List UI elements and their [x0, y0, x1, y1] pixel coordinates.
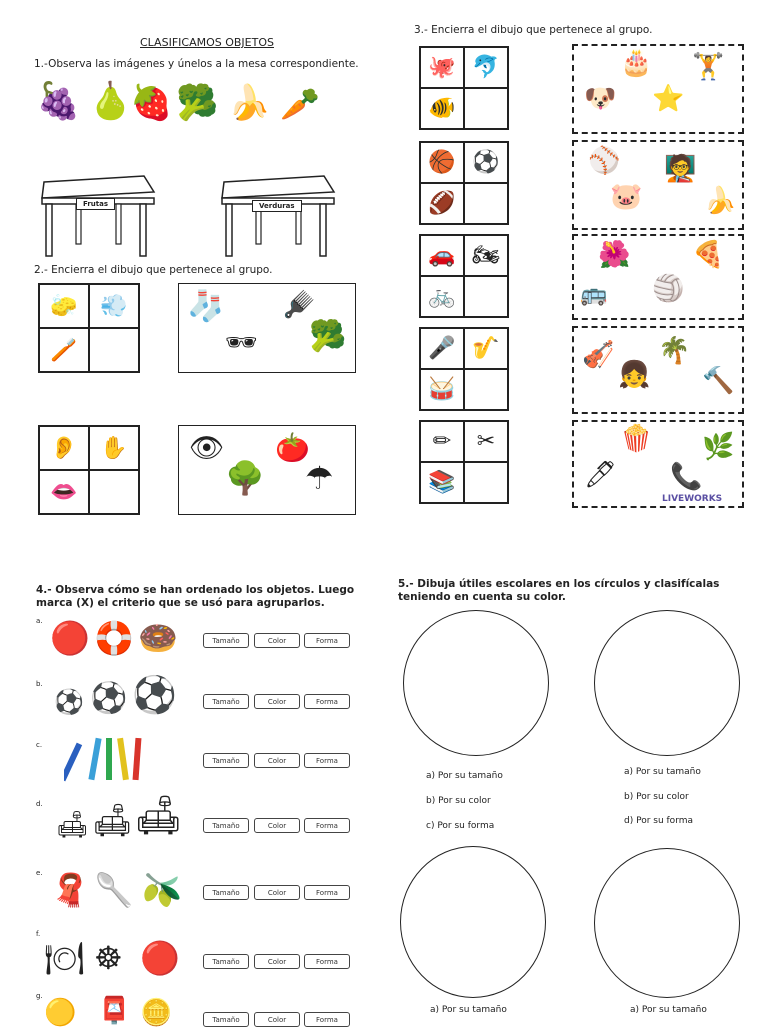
option-shape-e[interactable]: Forma: [304, 885, 350, 900]
option-color-a[interactable]: Color: [254, 633, 300, 648]
option-shape-b[interactable]: Forma: [304, 694, 350, 709]
option-size-e[interactable]: Tamaño: [203, 885, 249, 900]
pear-icon: 🍐: [88, 81, 133, 122]
banana-icon[interactable]: 🍌: [704, 186, 737, 216]
instruction-5-line1: 5.- Dibuja útiles escolares en los círculos y clasifícalas: [398, 578, 720, 590]
scissors-icon: ✂: [464, 421, 508, 462]
socks-icon[interactable]: 🧦: [187, 289, 225, 324]
option-shape-d[interactable]: Forma: [304, 818, 350, 833]
baseball-icon[interactable]: ⚾: [588, 146, 621, 176]
table-label-vegetables: Verduras: [252, 200, 302, 212]
books-icon: 📚: [420, 462, 464, 503]
instruction-1: 1.-Observa las imágenes y únelos a la mesa correspondiente.: [34, 58, 359, 70]
option-shape-f[interactable]: Forma: [304, 954, 350, 969]
comb-icon[interactable]: 🪮: [283, 290, 316, 320]
drawing-circle-top-right[interactable]: [594, 610, 740, 756]
group-grid-sea: [419, 46, 509, 130]
life-ring-icon: 🛟: [94, 619, 134, 657]
blender-icon: 🥄: [94, 871, 134, 909]
lamp-medium-icon: 🛋: [92, 801, 133, 839]
options-box-senses: [178, 425, 356, 515]
liveworksheets-logo: LIVEWORKS: [662, 494, 723, 504]
option-color-c[interactable]: Color: [254, 753, 300, 768]
school-bus-icon[interactable]: 🚌: [580, 282, 608, 307]
toothbrush-icon: 🪥: [39, 328, 89, 372]
pen-icon[interactable]: 🖊: [584, 460, 618, 490]
options-box-hygiene: [178, 283, 356, 373]
red-ball-icon: 🔴: [140, 939, 180, 977]
glasses-icon[interactable]: 🕶: [225, 328, 259, 358]
drum-icon: 🥁: [420, 369, 464, 410]
option-right-shape[interactable]: d) Por su forma: [624, 816, 694, 826]
empty-cell: [464, 462, 508, 503]
empty-cell: [89, 470, 139, 514]
palm-tree-icon[interactable]: 🌴: [658, 336, 691, 366]
row-label-g: g.: [36, 992, 43, 1000]
ear-icon: 👂: [39, 426, 89, 470]
table-vegetables: [216, 168, 336, 260]
beach-ball-small-icon: ⚽: [54, 688, 84, 716]
hand-icon: ✋: [89, 426, 139, 470]
telephone-icon[interactable]: 📞: [670, 462, 703, 492]
group-grid-hygiene: [38, 283, 140, 373]
options-box-school: [572, 420, 744, 508]
option-color-f[interactable]: Color: [254, 954, 300, 969]
drawing-circle-bottom-right[interactable]: [594, 848, 740, 998]
sponge-icon: 🧽: [39, 284, 89, 328]
options-box-balls: [572, 140, 744, 230]
option-size-d[interactable]: Tamaño: [203, 818, 249, 833]
empty-cell: [464, 276, 508, 317]
option-color-b[interactable]: Color: [254, 694, 300, 709]
donut-icon: 🍩: [138, 619, 178, 657]
car-icon: 🚗: [420, 235, 464, 276]
basketball-icon: 🏀: [420, 142, 464, 183]
worksheet-title: CLASIFICAMOS OBJETOS: [140, 36, 274, 49]
options-box-sea: [572, 44, 744, 134]
instruction-3: 3.- Encierra el dibujo que pertenece al grupo.: [414, 24, 653, 36]
option-color-e[interactable]: Color: [254, 885, 300, 900]
beach-ball-large-icon: ⚽: [132, 675, 177, 716]
dolphin-icon: 🐬: [464, 47, 508, 88]
empty-cell: [464, 183, 508, 224]
empty-cell: [89, 328, 139, 372]
instruction-4-line1: 4.- Observa cómo se han ordenado los objetos. Luego: [36, 584, 355, 596]
options-box-instruments: [572, 326, 744, 414]
instruction-4-line2: marca (X) el criterio que se usó para agruparlos.: [36, 597, 325, 609]
option-left-shape[interactable]: c) Por su forma: [426, 821, 495, 831]
leaf-branch-icon[interactable]: 🌿: [702, 432, 735, 462]
options-box-vehicles: [572, 234, 744, 320]
option-left-color[interactable]: b) Por su color: [426, 796, 491, 806]
octopus-icon: 🐙: [420, 47, 464, 88]
motorcycle-icon: 🏍: [464, 235, 508, 276]
dog-icon[interactable]: 🐶: [584, 84, 617, 114]
lamp-small-icon: 🛋: [56, 810, 90, 840]
option-shape-c[interactable]: Forma: [304, 753, 350, 768]
starfish-icon[interactable]: ⭐: [652, 84, 685, 114]
pencil-icon: ✏: [420, 421, 464, 462]
table-fruits: [36, 168, 156, 260]
eye-icon[interactable]: 👁: [189, 431, 225, 464]
girl-icon[interactable]: 👧: [618, 360, 651, 390]
option-bottom-right-size[interactable]: a) Por su tamaño: [630, 1005, 707, 1015]
group-grid-school: [419, 420, 509, 504]
violin-icon[interactable]: 🎻: [582, 340, 615, 370]
option-size-c[interactable]: Tamaño: [203, 753, 249, 768]
weightlifter-icon[interactable]: 🏋: [692, 52, 725, 82]
group-grid-senses: [38, 425, 140, 515]
drawing-circle-bottom-left[interactable]: [400, 846, 546, 998]
saxophone-icon: 🎷: [464, 328, 508, 369]
option-shape-g[interactable]: Forma: [304, 1012, 350, 1027]
popcorn-icon[interactable]: 🍿: [620, 424, 653, 454]
lips-icon: 👄: [39, 470, 89, 514]
instruction-2: 2.- Encierra el dibujo que pertenece al grupo.: [34, 264, 273, 276]
red-ball-icon: 🔴: [50, 619, 90, 657]
option-right-size[interactable]: a) Por su tamaño: [624, 767, 701, 777]
soccer-ball-icon: ⚽: [464, 142, 508, 183]
table-label-fruits: Frutas: [76, 198, 115, 210]
empty-cell: [464, 369, 508, 410]
cake-icon[interactable]: 🎂: [620, 48, 653, 78]
hair-dryer-icon: 💨: [89, 284, 139, 328]
empty-cell: [464, 88, 508, 129]
row-label-b: b.: [36, 680, 43, 688]
mailbox-icon: 📮: [98, 996, 131, 1026]
carrot-icon: 🥕: [280, 85, 320, 123]
beach-ball-medium-icon: ⚽: [90, 681, 128, 716]
row-label-e: e.: [36, 869, 43, 877]
row-label-a: a.: [36, 617, 43, 625]
drawing-circle-top-left[interactable]: [403, 610, 549, 756]
plate-icon: 🍽: [44, 939, 85, 977]
option-right-color[interactable]: b) Por su color: [624, 792, 689, 802]
option-size-a[interactable]: Tamaño: [203, 633, 249, 648]
scarf-icon: 🧣: [50, 871, 90, 909]
coin-icon: 🪙: [140, 998, 173, 1028]
group-grid-balls: [419, 141, 509, 225]
fish-icon: 🐠: [420, 88, 464, 129]
tomato-icon[interactable]: 🍅: [275, 431, 310, 464]
row-label-f: f.: [36, 930, 41, 938]
option-size-f[interactable]: Tamaño: [203, 954, 249, 969]
instruction-5-line2: teniendo en cuenta su color.: [398, 591, 566, 603]
banana-icon: 🍌: [228, 83, 271, 123]
option-size-b[interactable]: Tamaño: [203, 694, 249, 709]
microphone-icon: 🎤: [420, 328, 464, 369]
group-grid-vehicles: [419, 234, 509, 318]
tree-icon[interactable]: 🌳: [225, 459, 265, 497]
football-icon: 🏈: [420, 183, 464, 224]
hammer-icon[interactable]: 🔨: [702, 366, 735, 396]
option-bottom-left-size[interactable]: a) Por su tamaño: [430, 1005, 507, 1015]
broccoli-icon[interactable]: 🥦: [309, 319, 347, 354]
crayons-icon: [64, 734, 154, 784]
umbrella-icon[interactable]: ☂: [305, 459, 334, 497]
row-label-c: c.: [36, 741, 43, 749]
grapes-icon: 🍇: [36, 81, 81, 122]
wheel-icon: ☸: [94, 939, 123, 977]
pig-icon[interactable]: 🐷: [610, 182, 643, 212]
olive-icon: 🫒: [142, 871, 182, 909]
option-left-size[interactable]: a) Por su tamaño: [426, 771, 503, 781]
pizza-icon[interactable]: 🍕: [692, 240, 725, 270]
bicycle-icon: 🚲: [420, 276, 464, 317]
row-label-d: d.: [36, 800, 43, 808]
option-size-g[interactable]: Tamaño: [203, 1012, 249, 1027]
strawberry-icon: 🍓: [130, 83, 173, 123]
option-shape-a[interactable]: Forma: [304, 633, 350, 648]
teacher-icon[interactable]: 🧑‍🏫: [664, 154, 697, 184]
option-color-d[interactable]: Color: [254, 818, 300, 833]
option-color-g[interactable]: Color: [254, 1012, 300, 1027]
volleyball-icon[interactable]: 🏐: [652, 274, 685, 304]
lamp-large-icon: 🛋: [134, 793, 183, 837]
paint-splash-icon: 🟡: [44, 998, 77, 1028]
cauliflower-icon: 🥦: [176, 83, 219, 123]
flower-icon[interactable]: 🌺: [598, 240, 631, 270]
group-grid-instruments: [419, 327, 509, 411]
